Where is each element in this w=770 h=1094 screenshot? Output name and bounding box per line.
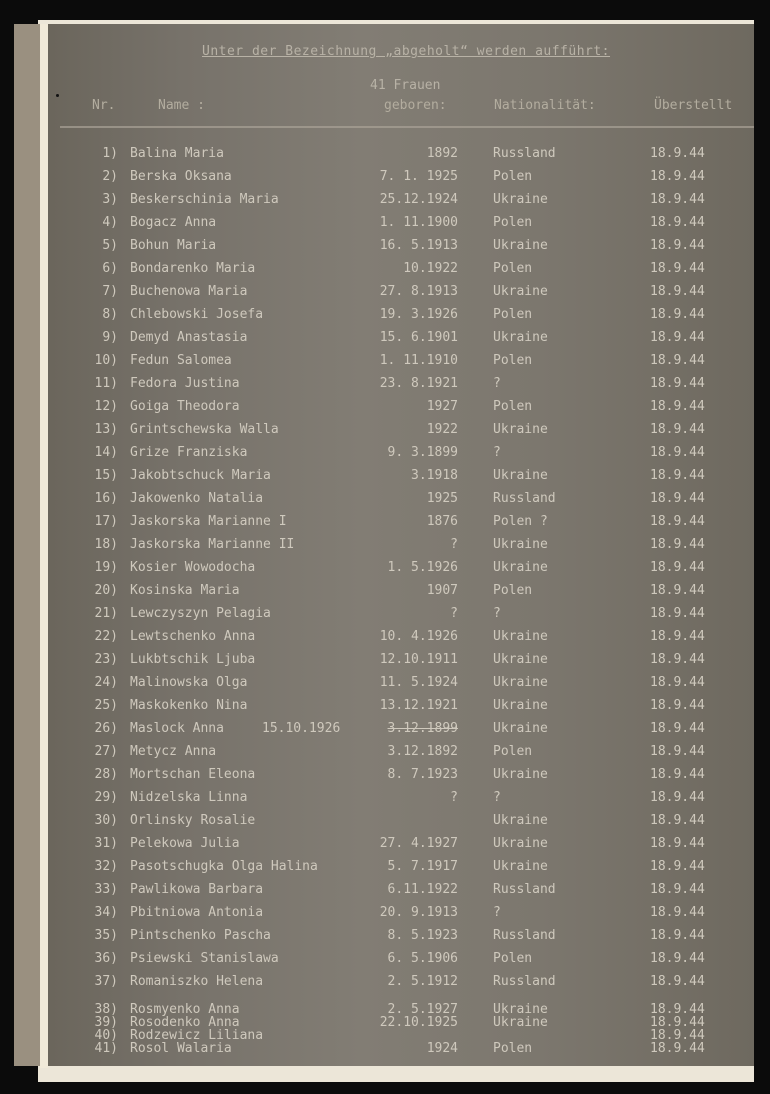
row-transfer-date: 18.9.44 [650, 422, 705, 437]
row-name: Rosol Walaria [130, 1041, 232, 1056]
row-nationality: Russland [493, 974, 556, 989]
row-birthdate: 23. 8.1921 [379, 376, 458, 391]
row-nationality: Russland [493, 146, 556, 161]
row-number: 10) [94, 353, 118, 368]
table-row [0, 192, 770, 214]
row-number: 1) [102, 146, 118, 161]
row-name: Bohun Maria [130, 238, 217, 253]
row-transfer-date: 18.9.44 [650, 376, 705, 391]
row-number: 18) [94, 537, 118, 552]
row-birthdate: 1. 11.1910 [379, 353, 458, 368]
row-number: 7) [102, 284, 118, 299]
row-nationality: Ukraine [493, 813, 548, 828]
row-number: 2) [102, 169, 118, 184]
table-row [0, 583, 770, 605]
row-number: 37) [94, 974, 118, 989]
row-transfer-date: 18.9.44 [650, 468, 705, 483]
row-number: 30) [94, 813, 118, 828]
row-name: Jaskorska Marianne I [130, 514, 287, 529]
row-transfer-date: 18.9.44 [650, 629, 705, 644]
row-transfer-date: 18.9.44 [650, 652, 705, 667]
row-number: 35) [94, 928, 118, 943]
column-header-transfer: Überstellt [654, 98, 733, 113]
row-nationality: Ukraine [493, 629, 548, 644]
row-nationality: Ukraine [493, 537, 548, 552]
row-name: Kosier Wowodocha [130, 560, 256, 575]
table-row [0, 698, 770, 720]
row-nationality: Russland [493, 928, 556, 943]
row-nationality: Polen [493, 353, 533, 368]
header-rule [60, 126, 754, 128]
table-row [0, 813, 770, 835]
table-row [0, 284, 770, 306]
row-nationality: Polen [493, 261, 533, 276]
table-row [0, 1041, 770, 1063]
row-number: 33) [94, 882, 118, 897]
row-name: Berska Oksana [130, 169, 232, 184]
row-name: Chlebowski Josefa [130, 307, 264, 322]
row-transfer-date: 18.9.44 [650, 169, 705, 184]
table-row [0, 928, 770, 950]
row-nationality: ? [493, 790, 501, 805]
table-row [0, 675, 770, 697]
row-nationality: Polen [493, 583, 533, 598]
row-nationality: Ukraine [493, 560, 548, 575]
row-transfer-date: 18.9.44 [650, 1015, 705, 1030]
row-nationality: Polen [493, 744, 533, 759]
row-birthdate: 25.12.1924 [379, 192, 458, 207]
row-birthdate: 20. 9.1913 [379, 905, 458, 920]
row-transfer-date: 18.9.44 [650, 514, 705, 529]
row-transfer-date: 18.9.44 [650, 951, 705, 966]
row-transfer-date: 18.9.44 [650, 882, 705, 897]
row-birthdate: 8. 7.1923 [387, 767, 458, 782]
row-number: 3) [102, 192, 118, 207]
row-birthdate: ? [450, 537, 458, 552]
row-nationality: Polen ? [493, 514, 548, 529]
row-birthdate: 10.1922 [403, 261, 458, 276]
row-nationality: ? [493, 376, 501, 391]
row-transfer-date: 18.9.44 [650, 1041, 705, 1056]
table-row [0, 468, 770, 490]
row-name: Goiga Theodora [130, 399, 240, 414]
table-row [0, 606, 770, 628]
document-title: Unter der Bezeichnung „abgeholt“ werden aufführt: [202, 44, 611, 59]
row-number: 41) [94, 1041, 118, 1056]
row-transfer-date: 18.9.44 [650, 1002, 705, 1017]
row-name: Bogacz Anna [130, 215, 217, 230]
row-birthdate: 5. 7.1917 [387, 859, 458, 874]
row-name: Lewtschenko Anna [130, 629, 256, 644]
row-nationality: Polen [493, 1041, 533, 1056]
row-nationality: Polen [493, 951, 533, 966]
row-nationality: Ukraine [493, 767, 548, 782]
row-birthdate: 3.12.1899 [387, 721, 458, 736]
row-name: Beskerschinia Maria [130, 192, 279, 207]
row-birthdate: 3.1918 [411, 468, 458, 483]
row-transfer-date: 18.9.44 [650, 399, 705, 414]
row-number: 27) [94, 744, 118, 759]
row-number: 34) [94, 905, 118, 920]
table-row [0, 537, 770, 559]
row-transfer-date: 18.9.44 [650, 905, 705, 920]
row-nationality: Polen [493, 169, 533, 184]
table-row [0, 330, 770, 352]
row-name: Fedora Justina [130, 376, 240, 391]
row-nationality: Ukraine [493, 192, 548, 207]
row-nationality: Ukraine [493, 330, 548, 345]
row-transfer-date: 18.9.44 [650, 215, 705, 230]
row-nationality: Ukraine [493, 1002, 548, 1017]
row-nationality: ? [493, 905, 501, 920]
row-birthdate: 1876 [426, 514, 458, 529]
row-transfer-date: 18.9.44 [650, 836, 705, 851]
row-name: Jaskorska Marianne II [130, 537, 295, 552]
row-transfer-date: 18.9.44 [650, 744, 705, 759]
row-number: 12) [94, 399, 118, 414]
row-birthdate: 2. 5.1912 [387, 974, 458, 989]
table-row [0, 353, 770, 375]
row-transfer-date: 18.9.44 [650, 974, 705, 989]
row-nationality: Ukraine [493, 836, 548, 851]
row-birthdate: 1892 [426, 146, 458, 161]
row-name: Pbitniowa Antonia [130, 905, 264, 920]
column-header-nr: Nr. [92, 98, 116, 113]
row-birthdate: 27. 8.1913 [379, 284, 458, 299]
row-number: 17) [94, 514, 118, 529]
row-number: 20) [94, 583, 118, 598]
table-row [0, 629, 770, 651]
row-number: 4) [102, 215, 118, 230]
row-birthdate: 6. 5.1906 [387, 951, 458, 966]
table-row [0, 767, 770, 789]
table-row [0, 261, 770, 283]
table-row [0, 514, 770, 536]
row-transfer-date: 18.9.44 [650, 1028, 705, 1043]
row-name: Pintschenko Pascha [130, 928, 271, 943]
row-transfer-date: 18.9.44 [650, 261, 705, 276]
row-birthdate: 9. 3.1899 [387, 445, 458, 460]
row-number: 22) [94, 629, 118, 644]
table-row [0, 146, 770, 168]
row-transfer-date: 18.9.44 [650, 192, 705, 207]
table-row [0, 652, 770, 674]
row-birthdate: 13.12.1921 [379, 698, 458, 713]
row-number: 6) [102, 261, 118, 276]
row-number: 8) [102, 307, 118, 322]
row-number: 5) [102, 238, 118, 253]
row-name: Maskokenko Nina [130, 698, 248, 713]
row-number: 39) [94, 1015, 118, 1030]
row-name: Lewczyszyn Pelagia [130, 606, 271, 621]
row-name: Jakowenko Natalia [130, 491, 264, 506]
row-name: Lukbtschik Ljuba [130, 652, 256, 667]
column-header-born: geboren: [384, 98, 447, 113]
row-birthdate: 2. 5.1927 [387, 1002, 458, 1017]
row-birthdate: 1. 5.1926 [387, 560, 458, 575]
row-birthdate: 1925 [426, 491, 458, 506]
table-row [0, 376, 770, 398]
row-birthdate-correction: 15.10.1926 [262, 721, 341, 736]
row-name: Balina Maria [130, 146, 224, 161]
row-nationality: Ukraine [493, 859, 548, 874]
row-transfer-date: 18.9.44 [650, 790, 705, 805]
table-row [0, 215, 770, 237]
row-number: 32) [94, 859, 118, 874]
row-nationality: Ukraine [493, 1015, 548, 1030]
row-name: Rodzewicz Liliana [130, 1028, 264, 1043]
row-birthdate: 1927 [426, 399, 458, 414]
row-number: 9) [102, 330, 118, 345]
row-number: 11) [94, 376, 118, 391]
row-name: Pawlikowa Barbara [130, 882, 264, 897]
table-row [0, 445, 770, 467]
row-birthdate: 16. 5.1913 [379, 238, 458, 253]
row-number: 25) [94, 698, 118, 713]
row-birthdate: 1924 [426, 1041, 458, 1056]
row-name: Romaniszko Helena [130, 974, 264, 989]
row-name: Pelekowa Julia [130, 836, 240, 851]
row-nationality: Ukraine [493, 422, 548, 437]
row-transfer-date: 18.9.44 [650, 675, 705, 690]
row-name: Jakobtschuck Maria [130, 468, 271, 483]
table-row [0, 491, 770, 513]
row-name: Maslock Anna [130, 721, 224, 736]
row-name: Metycz Anna [130, 744, 217, 759]
row-transfer-date: 18.9.44 [650, 698, 705, 713]
row-name: Rosodenko Anna [130, 1015, 240, 1030]
row-birthdate: ? [450, 790, 458, 805]
row-birthdate: ? [450, 606, 458, 621]
row-birthdate: 10. 4.1926 [379, 629, 458, 644]
row-number: 29) [94, 790, 118, 805]
table-row [0, 859, 770, 881]
row-name: Mortschan Eleona [130, 767, 256, 782]
row-transfer-date: 18.9.44 [650, 537, 705, 552]
row-nationality: Polen [493, 215, 533, 230]
row-number: 28) [94, 767, 118, 782]
document-subtitle: 41 Frauen [370, 78, 441, 93]
row-birthdate: 7. 1. 1925 [379, 169, 458, 184]
row-number: 26) [94, 721, 118, 736]
row-transfer-date: 18.9.44 [650, 560, 705, 575]
row-number: 21) [94, 606, 118, 621]
row-name: Orlinsky Rosalie [130, 813, 256, 828]
row-nationality: Ukraine [493, 721, 548, 736]
row-birthdate: 12.10.1911 [379, 652, 458, 667]
row-number: 13) [94, 422, 118, 437]
row-birthdate: 1907 [426, 583, 458, 598]
row-name: Psiewski Stanislawa [130, 951, 279, 966]
row-birthdate: 1. 11.1900 [379, 215, 458, 230]
row-transfer-date: 18.9.44 [650, 353, 705, 368]
table-row [0, 974, 770, 996]
table-row [0, 721, 770, 743]
table-row [0, 238, 770, 260]
row-nationality: Ukraine [493, 468, 548, 483]
table-row [0, 836, 770, 858]
row-name: Bondarenko Maria [130, 261, 256, 276]
row-number: 16) [94, 491, 118, 506]
row-transfer-date: 18.9.44 [650, 146, 705, 161]
row-number: 14) [94, 445, 118, 460]
row-transfer-date: 18.9.44 [650, 767, 705, 782]
table-row [0, 560, 770, 582]
row-name: Grize Franziska [130, 445, 248, 460]
row-transfer-date: 18.9.44 [650, 813, 705, 828]
row-birthdate: 3.12.1892 [387, 744, 458, 759]
row-transfer-date: 18.9.44 [650, 859, 705, 874]
row-nationality: Polen [493, 399, 533, 414]
table-row [0, 422, 770, 444]
row-name: Grintschewska Walla [130, 422, 279, 437]
row-transfer-date: 18.9.44 [650, 238, 705, 253]
row-transfer-date: 18.9.44 [650, 583, 705, 598]
row-nationality: Ukraine [493, 698, 548, 713]
table-row [0, 882, 770, 904]
table-row [0, 905, 770, 927]
row-name: Rosmyenko Anna [130, 1002, 240, 1017]
row-transfer-date: 18.9.44 [650, 307, 705, 322]
row-nationality: Ukraine [493, 238, 548, 253]
row-nationality: Ukraine [493, 284, 548, 299]
row-number: 38) [94, 1002, 118, 1017]
row-birthdate: 11. 5.1924 [379, 675, 458, 690]
row-transfer-date: 18.9.44 [650, 445, 705, 460]
row-name: Demyd Anastasia [130, 330, 248, 345]
row-birthdate: 15. 6.1901 [379, 330, 458, 345]
row-number: 36) [94, 951, 118, 966]
row-name: Kosinska Maria [130, 583, 240, 598]
table-row [0, 307, 770, 329]
row-transfer-date: 18.9.44 [650, 491, 705, 506]
row-transfer-date: 18.9.44 [650, 284, 705, 299]
row-number: 19) [94, 560, 118, 575]
row-transfer-date: 18.9.44 [650, 928, 705, 943]
table-row [0, 169, 770, 191]
row-name: Malinowska Olga [130, 675, 248, 690]
row-birthdate: 19. 3.1926 [379, 307, 458, 322]
table-row [0, 790, 770, 812]
row-nationality: Ukraine [493, 675, 548, 690]
row-nationality: Polen [493, 307, 533, 322]
row-name: Buchenowa Maria [130, 284, 248, 299]
row-number: 31) [94, 836, 118, 851]
row-nationality: Ukraine [493, 652, 548, 667]
column-header-nationality: Nationalität: [494, 98, 596, 113]
row-nationality: ? [493, 445, 501, 460]
row-name: Nidzelska Linna [130, 790, 248, 805]
row-transfer-date: 18.9.44 [650, 721, 705, 736]
row-nationality: ? [493, 606, 501, 621]
row-birthdate: 6.11.1922 [387, 882, 458, 897]
row-transfer-date: 18.9.44 [650, 330, 705, 345]
row-number: 24) [94, 675, 118, 690]
row-nationality: Russland [493, 491, 556, 506]
table-row [0, 951, 770, 973]
row-birthdate: 22.10.1925 [379, 1015, 458, 1030]
row-birthdate: 1922 [426, 422, 458, 437]
row-number: 23) [94, 652, 118, 667]
row-birthdate: 8. 5.1923 [387, 928, 458, 943]
row-transfer-date: 18.9.44 [650, 606, 705, 621]
row-birthdate: 27. 4.1927 [379, 836, 458, 851]
table-row [0, 399, 770, 421]
row-name: Pasotschugka Olga Halina [130, 859, 318, 874]
row-number: 15) [94, 468, 118, 483]
row-nationality: Russland [493, 882, 556, 897]
column-header-name: Name : [158, 98, 205, 113]
ink-dot [56, 94, 59, 97]
table-row [0, 744, 770, 766]
row-number: 40) [94, 1028, 118, 1043]
row-name: Fedun Salomea [130, 353, 232, 368]
